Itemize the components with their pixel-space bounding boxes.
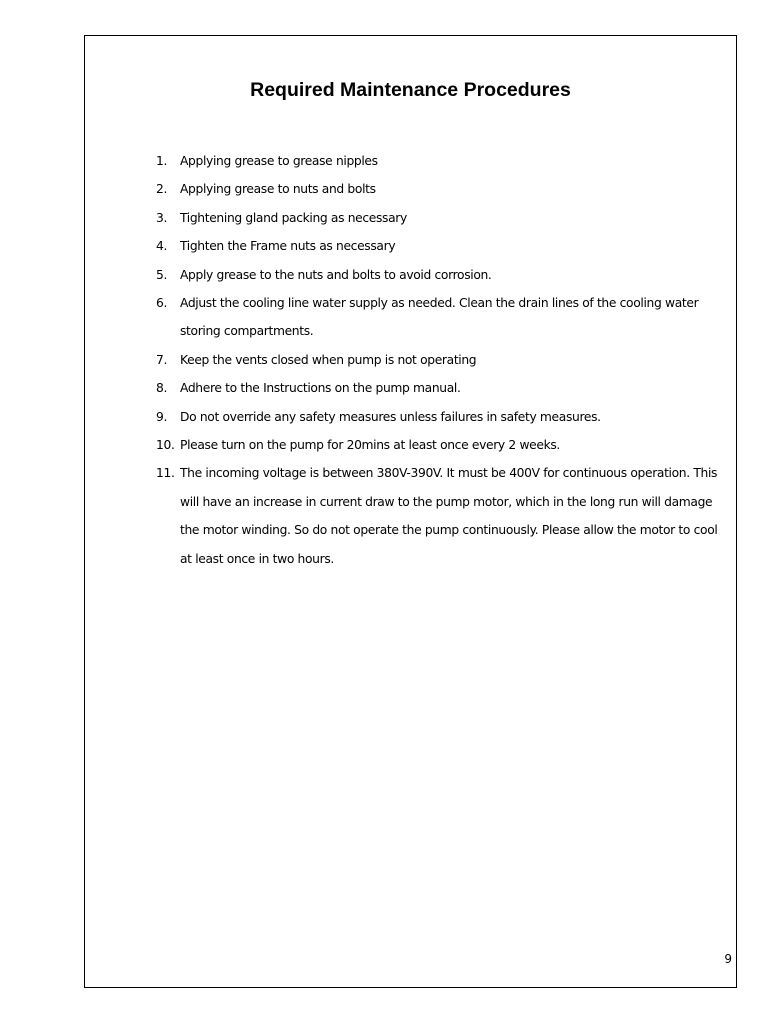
item-text: Keep the vents closed when pump is not operating <box>180 352 477 367</box>
item-number: 8. <box>156 381 168 396</box>
item-text: Please turn on the pump for 20mins at least once every 2 weeks. <box>180 438 560 453</box>
item-text: Applying grease to grease nipples <box>180 154 378 168</box>
item-number: 11. <box>156 466 175 481</box>
item-number: 10. <box>156 438 175 453</box>
list-item-4 <box>156 232 728 260</box>
item-text: Adjust the cooling line water supply as needed. Clean the drain lines of the cooling water storing compartments. <box>180 296 699 339</box>
list-item-6 <box>156 289 728 346</box>
list-item-8 <box>156 374 728 402</box>
item-number: 6. <box>156 296 168 311</box>
list-item-5 <box>156 261 728 289</box>
item-text: Adhere to the Instructions on the pump manual. <box>180 381 461 396</box>
item-text: Do not override any safety measures unless failures in safety measures. <box>180 409 601 424</box>
list-item-9 <box>156 403 728 431</box>
list-item-2 <box>156 175 728 203</box>
procedure-list <box>156 147 728 573</box>
list-item-7 <box>156 346 728 374</box>
list-item-1 <box>156 147 728 175</box>
item-number: 5. <box>156 267 168 282</box>
list-item-3 <box>156 204 728 232</box>
item-text: The incoming voltage is between 380V-390V. It must be 400V for continuous operation. This will have an increase in current draw to the pump motor, which in the long run will damage the motor winding. So do not operate the pump continuously. Please allow the motor to cool at least once in two hours. <box>180 466 718 566</box>
item-number: 4. <box>156 239 168 254</box>
item-number: 1. <box>156 154 168 168</box>
page-title: Required Maintenance Procedures <box>250 79 571 101</box>
item-text: Tighten the Frame nuts as necessary <box>180 239 396 254</box>
item-number: 3. <box>156 210 168 225</box>
item-text: Apply grease to the nuts and bolts to avoid corrosion. <box>180 267 492 282</box>
item-number: 2. <box>156 182 168 197</box>
list-item-11 <box>156 459 728 573</box>
item-number: 7. <box>156 352 168 367</box>
item-text: Tightening gland packing as necessary <box>180 210 407 225</box>
item-text: Applying grease to nuts and bolts <box>180 182 376 197</box>
list-item-10 <box>156 431 728 459</box>
item-number: 9. <box>156 409 168 424</box>
page-number: 9 <box>724 952 732 966</box>
